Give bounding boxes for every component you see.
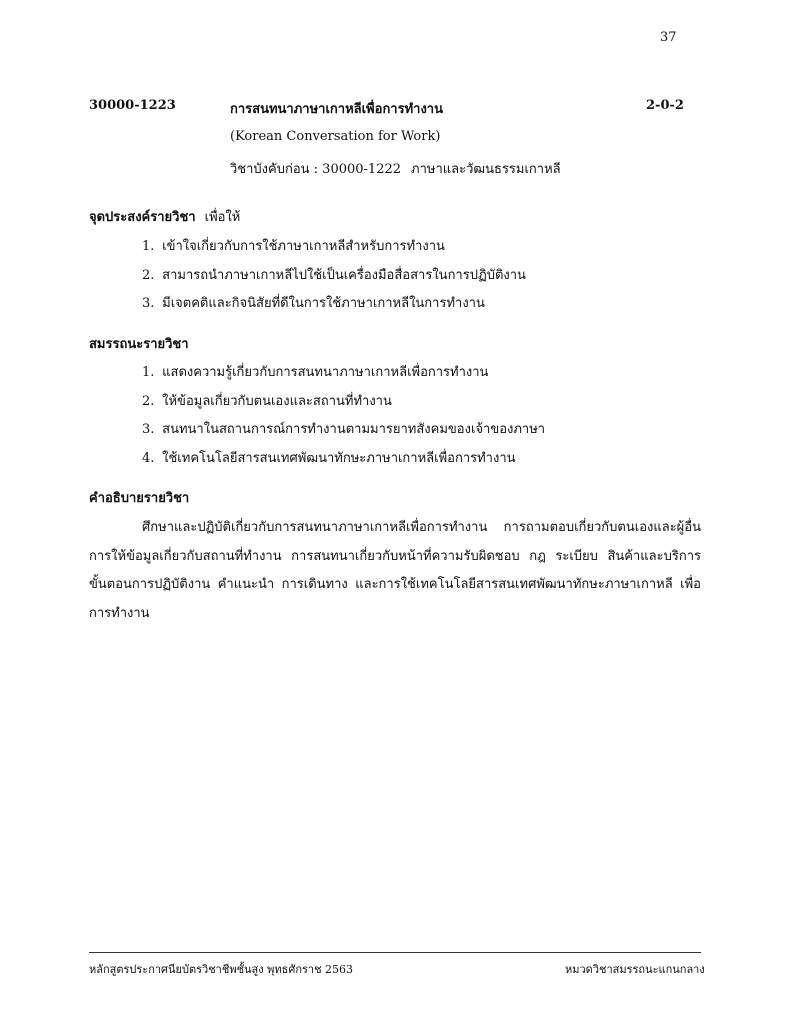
objectives-list: [142, 235, 526, 321]
footer-left: หลักสูตรประกาศนียบัตรวิชาชีพชั้นสูง พุทธศักราช 2563: [89, 963, 354, 976]
description-heading: คำอธิบายรายวิชา: [89, 491, 190, 506]
list-item-number: 2.: [142, 393, 155, 409]
prerequisite: [230, 158, 561, 179]
competencies-heading: สมรรถนะรายวิชา: [89, 337, 189, 352]
course-english-title: (Korean Conversation for Work): [230, 129, 441, 144]
list-item-number: 2.: [142, 267, 155, 283]
list-item: [142, 390, 545, 419]
objectives-heading: [89, 206, 240, 227]
list-item-text: สนทนาในสถานการณ์การทำงานตามมารยาทสังคมของเจ้าของภาษา: [162, 422, 546, 437]
course-title: การสนทนาภาษาเกาหลีเพื่อการทำงาน: [230, 102, 443, 117]
page-number: 37: [660, 30, 677, 45]
objectives-heading-suffix: เพื่อให้: [204, 210, 241, 225]
list-item: [142, 447, 545, 476]
list-item-text: แสดงความรู้เกี่ยวกับการสนทนาภาษาเกาหลีเพื่อการทำงาน: [162, 365, 489, 380]
list-item-text: ใช้เทคโนโลยีสารสนเทศพัฒนาทักษะภาษาเกาหลีเพื่อการทำงาน: [162, 450, 516, 466]
list-item-text: สามารถนำภาษาเกาหลีไปใช้เป็นเครื่องมือสื่อสารในการปฏิบัติงาน: [162, 267, 526, 283]
list-item: [142, 264, 526, 293]
competencies-list: [142, 361, 545, 475]
list-item: [142, 418, 545, 447]
list-item-text: มีเจตคติและกิจนิสัยที่ดีในการใช้ภาษาเกาหลีในการทำงาน: [162, 296, 485, 311]
footer-divider: [89, 952, 701, 953]
footer-right: หมวดวิชาสมรรถนะแกนกลาง: [565, 963, 705, 976]
course-credits: 2-0-2: [646, 98, 684, 113]
description-text: ศึกษาและปฏิบัติเกี่ยวกับการสนทนาภาษาเกาหลีเพื่อการทำงาน การถามตอบเกี่ยวกับตนเองและผู้อื่น การให้ข้อมูลเกี่ยวกับสถานที่ทำงาน การสนทนาเกี่ยวกับหน้าที่ความรับผิดชอบ กฎ ระเบียบ สินค้าและบริการ ขั้นตอนการปฏิบัติงาน คำแนะนำ การเดินทาง และการใช้เทคโนโลยีสารสนเทศพัฒนาทักษะภาษาเกาหลี เพื่อการทำงาน: [89, 520, 701, 621]
list-item-text: เข้าใจเกี่ยวกับการใช้ภาษาเกาหลีสำหรับการทำงาน: [162, 239, 445, 254]
list-item: [142, 235, 526, 264]
list-item-number: 1.: [142, 239, 155, 254]
list-item-number: 3.: [142, 296, 155, 311]
list-item-text: ให้ข้อมูลเกี่ยวกับตนเองและสถานที่ทำงาน: [162, 393, 392, 409]
list-item-number: 1.: [142, 365, 155, 380]
prerequisite-name: ภาษาและวัฒนธรรมเกาหลี: [411, 162, 561, 177]
course-code: 30000-1223: [89, 98, 176, 113]
list-item: [142, 361, 545, 390]
objectives-heading-label: จุดประสงค์รายวิชา: [89, 210, 196, 225]
list-item-number: 4.: [142, 450, 155, 466]
list-item: [142, 292, 526, 321]
list-item-number: 3.: [142, 422, 155, 437]
prerequisite-label: วิชาบังคับก่อน : 30000-1222: [230, 162, 402, 177]
